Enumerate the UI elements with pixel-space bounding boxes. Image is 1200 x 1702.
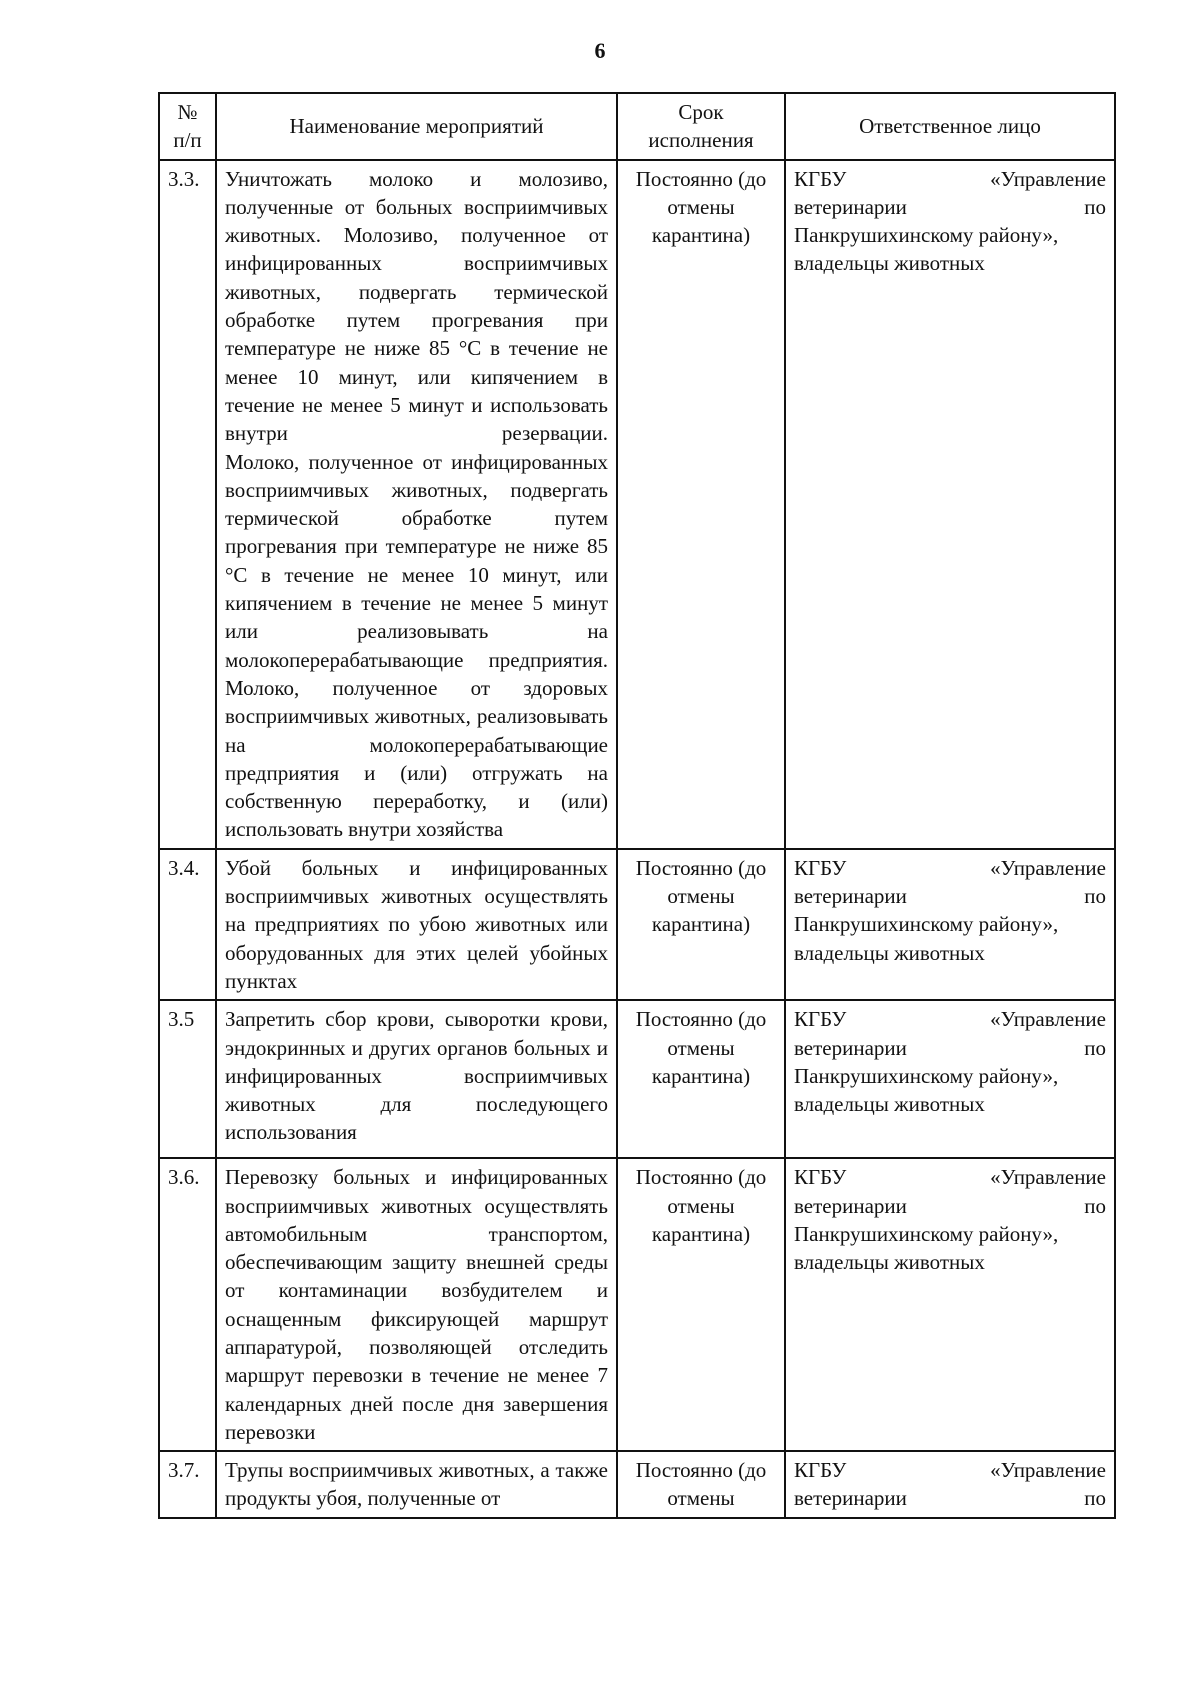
row-deadline: Постоянно (до отмены карантина): [617, 160, 785, 849]
row-measure: [216, 160, 617, 849]
row-number: 3.5: [159, 1000, 216, 1158]
table-header-row: [159, 93, 1115, 160]
responsible-org-name: «Управление: [990, 166, 1106, 191]
responsible-text: владельцы животных: [794, 1250, 985, 1275]
row-measure: [216, 1158, 617, 1451]
responsible-text: Панкрушихинскому району»,: [794, 1221, 1059, 1246]
row-number: 3.4.: [159, 849, 216, 1000]
row-responsible: [785, 1000, 1115, 1158]
page-number: 6: [594, 38, 606, 63]
row-responsible: [785, 849, 1115, 1000]
table-row: [159, 160, 1115, 849]
responsible-text: по: [1084, 194, 1106, 219]
responsible-text: по: [1084, 1486, 1106, 1511]
responsible-text: по: [1084, 884, 1106, 909]
row-measure: [216, 849, 617, 1000]
header-measure: Наименование мероприятий: [216, 93, 617, 160]
responsible-org-name: «Управление: [990, 1007, 1106, 1032]
measure-paragraph: Убой больных и инфицированных восприимчивых животных осуществлять на предприятиях по убою животных или оборудованных для этих целей убойных пунктах: [225, 855, 608, 993]
responsible-text: Панкрушихинскому району»,: [794, 1063, 1059, 1088]
responsible-text: владельцы животных: [794, 1092, 985, 1117]
row-responsible: [785, 1451, 1115, 1518]
responsible-text: ветеринарии: [794, 1486, 907, 1511]
row-deadline: Постоянно (до отмены карантина): [617, 1000, 785, 1158]
responsible-org: КГБУ: [794, 1458, 847, 1483]
row-responsible: [785, 1158, 1115, 1451]
row-number: 3.6.: [159, 1158, 216, 1451]
responsible-text: ветеринарии: [794, 194, 907, 219]
responsible-text: ветеринарии: [794, 884, 907, 909]
responsible-org: КГБУ: [794, 166, 847, 191]
responsible-text: Панкрушихинскому району»,: [794, 912, 1059, 937]
row-deadline: Постоянно (до отмены карантина): [617, 849, 785, 1000]
responsible-org: КГБУ: [794, 1165, 847, 1190]
row-responsible: [785, 160, 1115, 849]
row-measure: [216, 1000, 617, 1158]
row-measure: [216, 1451, 617, 1518]
responsible-org: КГБУ: [794, 1007, 847, 1032]
responsible-text: владельцы животных: [794, 251, 985, 276]
measure-paragraph: Трупы восприимчивых животных, а также продукты убоя, полученные от: [225, 1458, 608, 1511]
responsible-text: ветеринарии: [794, 1035, 907, 1060]
responsible-text: по: [1084, 1035, 1106, 1060]
table-row: [159, 1000, 1115, 1158]
responsible-org-name: «Управление: [990, 855, 1106, 880]
row-number: 3.3.: [159, 160, 216, 849]
header-number: № п/п: [159, 93, 216, 160]
measure-paragraph: Уничтожать молоко и молозиво, полученные от больных восприимчивых животных. Молозиво, полученное от инфицированных восприимчивых животных, подвергать термической обработке путем прогревания при температуре не ниже 85 °С в течение не менее 10 минут, или кипячением в течение не менее 5 минут и использовать внутри резервации.: [225, 166, 608, 446]
responsible-text: Панкрушихинскому району»,: [794, 223, 1059, 248]
measure-paragraph: Молоко, полученное от инфицированных восприимчивых животных, подвергать термической обработке путем прогревания при температуре не ниже 85 °С в течение не менее 10 минут, или кипячением в течение не менее 5 минут или реализовывать на молокоперерабатывающие предприятия.: [225, 449, 608, 672]
measure-paragraph: Запретить сбор крови, сыворотки крови, эндокринных и других органов больных и инфицированных восприимчивых животных для последующего использования: [225, 1007, 608, 1145]
responsible-org-name: «Управление: [990, 1458, 1106, 1483]
row-deadline: Постоянно (до отмены: [617, 1451, 785, 1518]
measure-paragraph: Перевозку больных и инфицированных восприимчивых животных осуществлять автомобильным транспортом, обеспечивающим защиту внешней среды от контаминации возбудителем и оснащенным фиксирующей маршрут аппаратурой, позволяющей отследить маршрут перевозки в течение не менее 7 календарных дней после дня завершения перевозки: [225, 1165, 608, 1444]
row-number: 3.7.: [159, 1451, 216, 1518]
row-deadline: Постоянно (до отмены карантина): [617, 1158, 785, 1451]
header-responsible: Ответственное лицо: [785, 93, 1115, 160]
responsible-org-name: «Управление: [990, 1165, 1106, 1190]
responsible-org: КГБУ: [794, 855, 847, 880]
table-row: [159, 849, 1115, 1000]
table-row: [159, 1158, 1115, 1451]
responsible-text: владельцы животных: [794, 940, 985, 965]
table-row: [159, 1451, 1115, 1518]
header-deadline: Срок исполнения: [617, 93, 785, 160]
measure-paragraph: Молоко, полученное от здоровых восприимчивых животных, реализовывать на молокоперерабатывающие предприятия и (или) отгружать на собственную переработку, и (или) использовать внутри хозяйства: [225, 675, 608, 842]
measures-table: [158, 92, 1116, 1519]
responsible-text: ветеринарии: [794, 1193, 907, 1218]
responsible-text: по: [1084, 1193, 1106, 1218]
